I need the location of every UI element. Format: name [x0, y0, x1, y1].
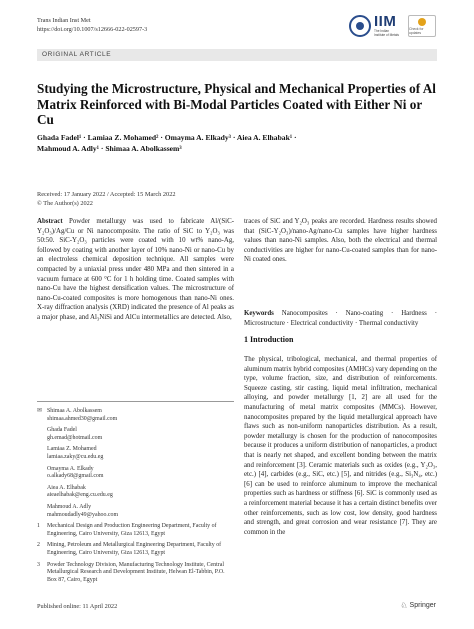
- check-updates-label: Check for updates: [409, 26, 424, 35]
- contact-name: Lamiaa Z. Mohamed: [47, 446, 97, 453]
- contact-entry: [37, 485, 234, 500]
- correspondence-block: [37, 408, 234, 584]
- contact-email[interactable]: lamiaa.zaky@cu.edu.eg: [47, 453, 104, 460]
- received-accepted-dates: Received: 17 January 2022 / Accepted: 15 March 2022: [37, 191, 176, 198]
- affiliation-text: Powder Technology Division, Manufacturing Technology Institute, Central Metallurgical Research and Development Institute, Helwan El-Tabbin, P.O. Box 87, Cairo, Egypt: [47, 561, 225, 583]
- iim-logo-subtitle: The Indian Institute of Metals: [374, 29, 399, 37]
- springer-horse-icon: ♘: [400, 601, 408, 610]
- keywords-block: [244, 309, 437, 328]
- keywords-label: Keywords: [244, 310, 274, 317]
- introduction-text: The physical, tribological, mechanical, and thermal properties of aluminum matrix hybrid composites (AMHCs) vary depending on the type, volume fraction, size, and distribution of reinforcements. Squeeze casting, stir casting, liquid metal infiltration, mechanical alloying, and powder metallurgy [1, 2] are all used for the manufacturing of metal matrix composites (MMCs). However, nanocomposites prepared by the liquid metallurgical approach have flaws such as non-uniform nanoparticles distribution. As a result, powder metallurgy is chosen for the production of nanocomposites because it produces a uniform distribution of nanoparticles, a product that is nearly net shaped, and excellent bonding between the matrix and reinforcement [3]. Ceramic materials such as oxides (e.g., Y₂O₃, etc.) [4], carbides (e.g., SiC, etc.) [5], and nitrides (e.g., Si₃N₄, etc.) [6] can be used to reinforce aluminum to improve the mechanical properties such as hardness or stiffness [6]. SiC is commonly used as a reinforcement material because it has a certain distinct benefits over other reinforcements, such as low cost, low density, good hardness and strength, and great corrosion and wear resistance [7]. They are common in the: [244, 356, 437, 536]
- envelope-icon: ✉: [37, 408, 43, 414]
- article-type-label: ORIGINAL ARTICLE: [42, 50, 112, 58]
- abstract-left: [37, 217, 234, 323]
- abstract-label: Abstract: [37, 218, 63, 225]
- contact-entry: [37, 446, 234, 461]
- author-list: [37, 132, 437, 154]
- contact-email[interactable]: aieaelhabak@eng.cu.edu.eg: [47, 492, 113, 499]
- affiliation-text: Mining, Petroleum and Metallurgical Engineering Department, Faculty of Engineering, Cairo University, Giza 12613, Egypt: [47, 542, 222, 556]
- contact-email[interactable]: o.alkady68@gmail.com: [47, 473, 104, 480]
- contact-name: Aiea A. Elhabak: [47, 484, 86, 491]
- springer-label: Springer: [409, 602, 436, 609]
- abstract-text-left: Powder metallurgy was used to fabricate Al/(SiC-Y₂O₃)/Ag/Cu or Ni nanocomposite. The ratio of SiC to Y₂O₃ was 50:50. SiC-Y₂O₃ particles were coated with 10 wt% nano-Ag, followed by coating with another layer of 10% nano-Ni or nano-Cu by an electroless chemical deposition technique. All samples were compacted by a uniaxial press under 480 MPa and then sintered in a vacuum furnace at 600 °C for 1 h holding time. Coated samples with nano-Cu have the highest densification values. The microstructure of nano-Cu-coated composites is more homogenous than nano-Ni ones. X-ray diffraction analysis (XRD) indicated the presence of Al peaks as a major phase, and Al₃NiSi and AlCu intermetallics are detected. Also,: [37, 218, 234, 321]
- contact-name: Ghada Fadel: [47, 427, 77, 434]
- journal-name: Trans Indian Inst Met: [37, 17, 91, 24]
- article-type-band: [37, 49, 437, 61]
- contact-name: Mahmoud A. Adly: [47, 503, 92, 510]
- check-for-updates-badge[interactable]: [408, 15, 436, 37]
- contact-entry: [37, 504, 234, 519]
- abstract-right: traces of SiC and Y₂O₃ peaks are recorded. Hardness results showed that (SiC-Y₂O₃)/nano-Ag/nano-Cu samples have higher hardness values than nano-Ni samples. Also, both the electrical and thermal conductivities are higher for nano-Cu-coated samples than for nano-Ni coated ones.: [244, 218, 437, 264]
- affiliation-number: 3: [37, 561, 40, 568]
- contact-entry: [37, 427, 234, 442]
- affiliation-number: 1: [37, 523, 40, 530]
- article-dates: [37, 191, 176, 208]
- iim-logo-text: IIM: [374, 13, 397, 30]
- check-updates-icon: [418, 18, 426, 26]
- affiliation-text: Mechanical Design and Production Engineering Department, Faculty of Engineering, Cairo University, Giza 12613, Egypt: [47, 523, 217, 537]
- copyright-notice: © The Author(s) 2022: [37, 199, 93, 207]
- iim-logo: [349, 15, 400, 37]
- doi-link[interactable]: https://doi.org/10.1007/s12666-022-02597-3: [37, 25, 148, 33]
- contact-entry: [37, 466, 234, 481]
- contact-name: Omayma A. Elkady: [47, 465, 94, 472]
- affiliation-number: 2: [37, 542, 40, 549]
- authors-line-1[interactable]: Ghada Fadel¹ · Lamiaa Z. Mohamed² · Omayma A. Elkady³ · Aiea A. Elhabak¹ ·: [37, 133, 297, 142]
- affiliation-entry: [37, 542, 234, 557]
- affiliation-entry: [37, 562, 234, 585]
- affiliation-entry: [37, 523, 234, 538]
- contact-email[interactable]: mahmoudadly49@yahoo.com: [47, 511, 119, 518]
- springer-logo: [400, 601, 436, 610]
- authors-line-2[interactable]: Mahmoud A. Adly¹ · Shimaa A. Abolkassem³: [37, 144, 182, 153]
- introduction-heading: 1 Introduction: [244, 335, 294, 344]
- published-online-date: Published online: 11 April 2022: [37, 603, 118, 610]
- contact-email[interactable]: gh.emad@hotmail.com: [47, 434, 103, 441]
- keywords-text: Nanocomposites · Nano-coating · Hardness · Microstructure · Electrical conductivity · Thermal conductivity: [244, 310, 437, 327]
- iim-emblem-icon: [349, 15, 371, 37]
- contact-entry: [37, 408, 234, 423]
- footnote-divider: [37, 401, 234, 402]
- contact-name: Shimaa A. Abolkassem: [47, 408, 102, 414]
- journal-header: [37, 17, 147, 34]
- article-title: Studying the Microstructure, Physical and Mechanical Properties of Al Matrix Reinforced with Bi-Modal Particles Coated with Either Ni or Cu: [37, 81, 436, 127]
- header-logos: [349, 15, 436, 37]
- contact-email[interactable]: shimaa.ahmed30@gmail.com: [47, 415, 118, 422]
